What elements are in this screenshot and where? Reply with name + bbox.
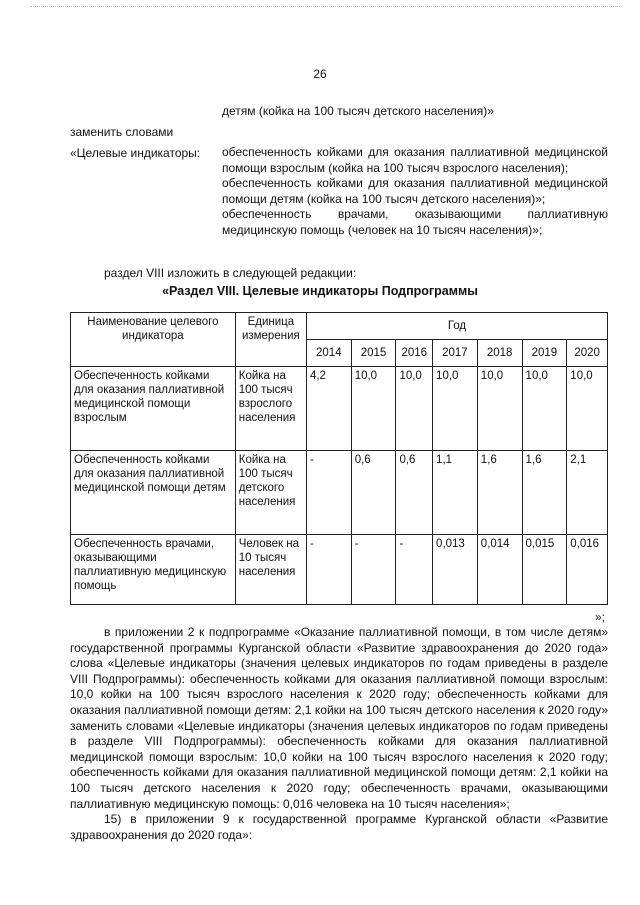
scan-artifact-line <box>30 6 620 9</box>
value-cell: 0,013 <box>433 535 478 605</box>
indicator-item: обеспеченность койками для оказания паллиативной медицинской помощи детям (койка на 100 тысяч детского населения)»; <box>222 176 608 206</box>
value-cell: - <box>396 535 433 605</box>
year-cell: 2019 <box>522 340 567 367</box>
value-cell: 0,014 <box>477 535 522 605</box>
year-cell: 2017 <box>433 340 478 367</box>
indicator-name: Обеспеченность койками для оказания паллиативной медицинской помощи детям <box>71 451 236 535</box>
year-cell: 2020 <box>567 340 608 367</box>
header-unit: Единица измерения <box>235 313 306 367</box>
section-intro: раздел VIII изложить в следующей редакции: <box>104 266 357 280</box>
header-year: Год <box>306 313 607 340</box>
value-cell: 0,6 <box>396 451 433 535</box>
closing-quote-mark: »; <box>595 610 606 624</box>
value-cell: 10,0 <box>522 367 567 451</box>
value-cell: 10,0 <box>433 367 478 451</box>
indicator-unit: Койка на 100 тысяч взрослого населения <box>235 367 306 451</box>
year-cell: 2014 <box>306 340 351 367</box>
value-cell: - <box>306 535 351 605</box>
value-cell: 1,6 <box>477 451 522 535</box>
value-cell: - <box>306 451 351 535</box>
value-cell: 10,0 <box>567 367 608 451</box>
indicators-list <box>222 145 608 239</box>
table-row <box>71 367 608 451</box>
indicators-table <box>70 312 608 605</box>
value-cell: - <box>351 535 396 605</box>
value-cell: 10,0 <box>396 367 433 451</box>
indicator-name: Обеспеченность койками для оказания паллиативной медицинской помощи взрослым <box>71 367 236 451</box>
paragraph: в приложении 2 к подпрограмме «Оказание паллиативной помощи, в том числе детям» государственной программы Курганской области «Развитие здравоохранения до 2020 года» слова «Целевые индикаторы (значения целевых индикаторов по годам приведены в разделе VIII Подпрограммы): обеспеченность койками для оказания паллиативной помощи взрослым: 10,0 койки на 100 тысяч взрослого населения к 2020 году; обеспеченность койками для оказания паллиативной помощи детям: 2,1 койки на 100 тысяч детского населения к 2020 году» заменить словами «Целевые индикаторы (значения целевых индикаторов по годам приведены в разделе VIII Подпрограммы): обеспеченность койками для оказания паллиативной медицинской помощи взрослым: 10,0 койки на 100 тысяч взрослого населения к 2020 году; обеспеченность койками для оказания паллиативной медицинской помощи детям: 2,1 койки на 100 тысяч детского населения к 2020 году; обеспеченность врачами, оказывающими паллиативную медицинскую помощь: 0,016 человека на 10 тысяч населения»; <box>70 625 608 811</box>
value-cell: 1,1 <box>433 451 478 535</box>
text-replace-with: заменить словами <box>70 125 174 139</box>
indicator-item: обеспеченность врачами, оказывающими паллиативную медицинскую помощь (человек на 10 тысяч населения)»; <box>222 207 608 237</box>
header-indicator-name: Наименование целевого индикатора <box>71 313 236 367</box>
value-cell: 1,6 <box>522 451 567 535</box>
value-cell: 10,0 <box>477 367 522 451</box>
value-cell: 2,1 <box>567 451 608 535</box>
indicator-unit: Человек на 10 тысяч населения <box>235 535 306 605</box>
value-cell: 4,2 <box>306 367 351 451</box>
text-line-1: детям (койка на 100 тысяч детского населения)» <box>222 104 494 118</box>
indicator-name: Обеспеченность врачами, оказывающими паллиативную медицинскую помощь <box>71 535 236 605</box>
body-text <box>70 625 608 843</box>
table-header-row <box>71 313 608 340</box>
value-cell: 10,0 <box>351 367 396 451</box>
year-cell: 2018 <box>477 340 522 367</box>
table-row <box>71 451 608 535</box>
value-cell: 0,015 <box>522 535 567 605</box>
page-number: 26 <box>313 67 327 81</box>
text-indicators-label: «Целевые индикаторы: <box>70 146 201 160</box>
year-cell: 2015 <box>351 340 396 367</box>
value-cell: 0,6 <box>351 451 396 535</box>
section-title: «Раздел VIII. Целевые индикаторы Подпрограммы <box>162 284 478 298</box>
indicator-item: обеспеченность койками для оказания паллиативной медицинской помощи взрослым (койка на 100 тысяч взрослого населения); <box>222 145 608 175</box>
paragraph: 15) в приложении 9 к государственной программе Курганской области «Развитие здравоохранения до 2020 года»: <box>70 812 608 842</box>
year-cell: 2016 <box>396 340 433 367</box>
table-row <box>71 535 608 605</box>
value-cell: 0,016 <box>567 535 608 605</box>
indicator-unit: Койка на 100 тысяч детского населения <box>235 451 306 535</box>
